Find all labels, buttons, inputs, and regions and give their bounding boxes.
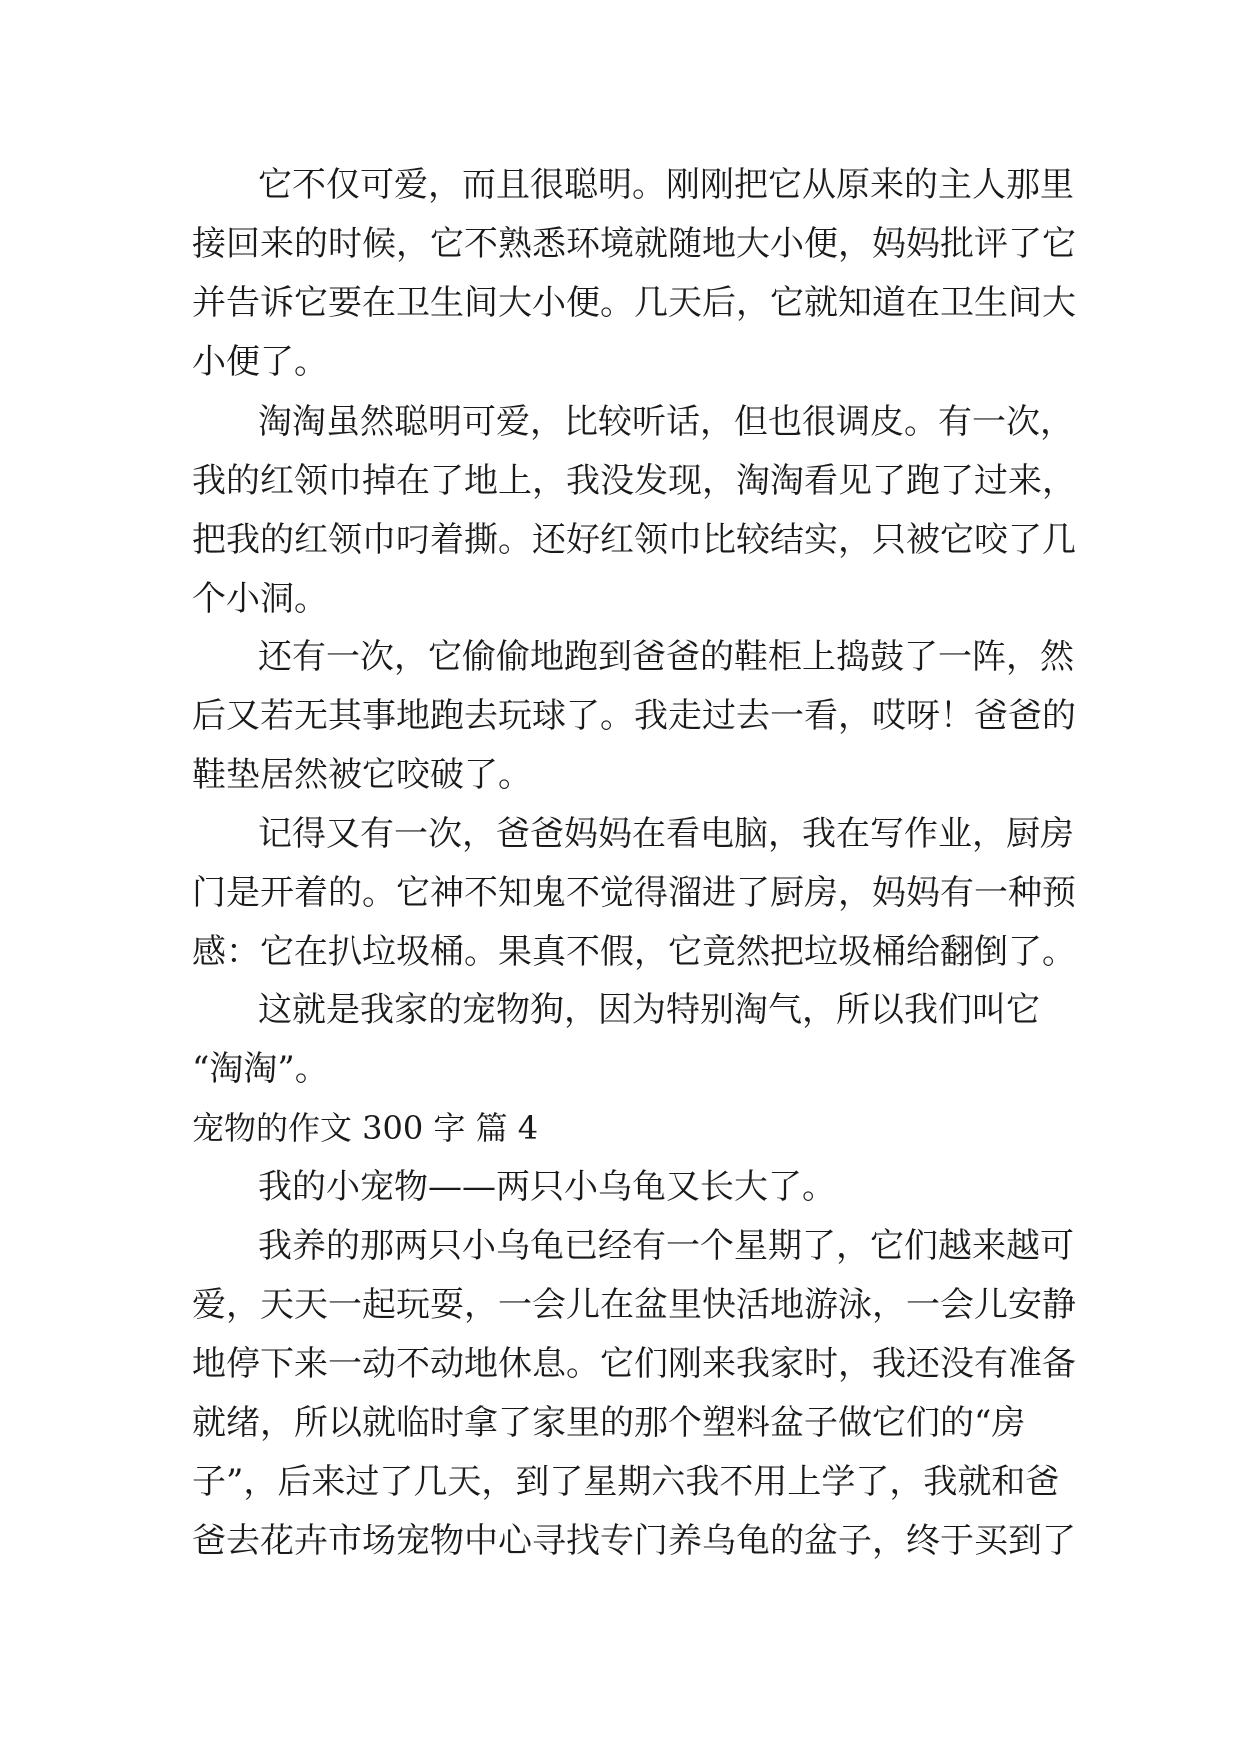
paragraph-line: 小便了。 [192,342,328,382]
paragraph-line: 并告诉它要在卫生间大小便。几天后，它就知道在卫生间大 [192,283,1076,323]
paragraph-line: “淘淘”。 [192,1049,329,1089]
paragraph-line: 就绪，所以就临时拿了家里的那个塑料盆子做它们的“房 [192,1403,1026,1443]
paragraph-line: 后又若无其事地跑去玩球了。我走过去一看，哎呀！爸爸的 [192,696,1076,736]
paragraph-line: 爸去花卉市场宠物中心寻找专门养乌龟的盆子，终于买到了 [192,1521,1076,1561]
paragraph-line: 我养的那两只小乌龟已经有一个星期了，它们越来越可 [258,1226,1074,1266]
paragraph-line: 鞋垫居然被它咬破了。 [192,755,532,795]
paragraph-line: 淘淘虽然聪明可爱，比较听话，但也很调皮。有一次， [258,402,1074,442]
paragraph-line: 它不仅可爱，而且很聪明。刚刚把它从原来的主人那里 [258,165,1074,205]
paragraph-line: 接回来的时候，它不熟悉环境就随地大小便，妈妈批评了它 [192,224,1076,264]
paragraph-line: 门是开着的。它神不知鬼不觉得溜进了厨房，妈妈有一种预 [192,873,1076,913]
paragraph-line: 把我的红领巾叼着撕。还好红领巾比较结实，只被它咬了几 [192,520,1076,560]
paragraph-line: 我的小宠物——两只小乌龟又长大了。 [258,1167,836,1207]
paragraph-line: 这就是我家的宠物狗，因为特别淘气，所以我们叫它 [258,990,1040,1030]
paragraph-line: 我的红领巾掉在了地上，我没发现，淘淘看见了跑了过来， [192,461,1076,501]
paragraph-line: 记得又有一次，爸爸妈妈在看电脑，我在写作业，厨房 [258,814,1074,854]
paragraph-line: 爱，天天一起玩耍，一会儿在盆里快活地游泳，一会儿安静 [192,1285,1076,1325]
paragraph-line: 子”，后来过了几天，到了星期六我不用上学了，我就和爸 [192,1462,1060,1502]
paragraph-line: 地停下来一动不动地休息。它们刚来我家时，我还没有准备 [192,1344,1076,1384]
paragraph-line: 还有一次，它偷偷地跑到爸爸的鞋柜上捣鼓了一阵，然 [258,637,1074,677]
paragraph-line: 个小洞。 [192,579,328,619]
paragraph-line: 感：它在扒垃圾桶。果真不假，它竟然把垃圾桶给翻倒了。 [192,932,1076,972]
section-heading: 宠物的作文 300 字 篇 4 [192,1109,539,1147]
